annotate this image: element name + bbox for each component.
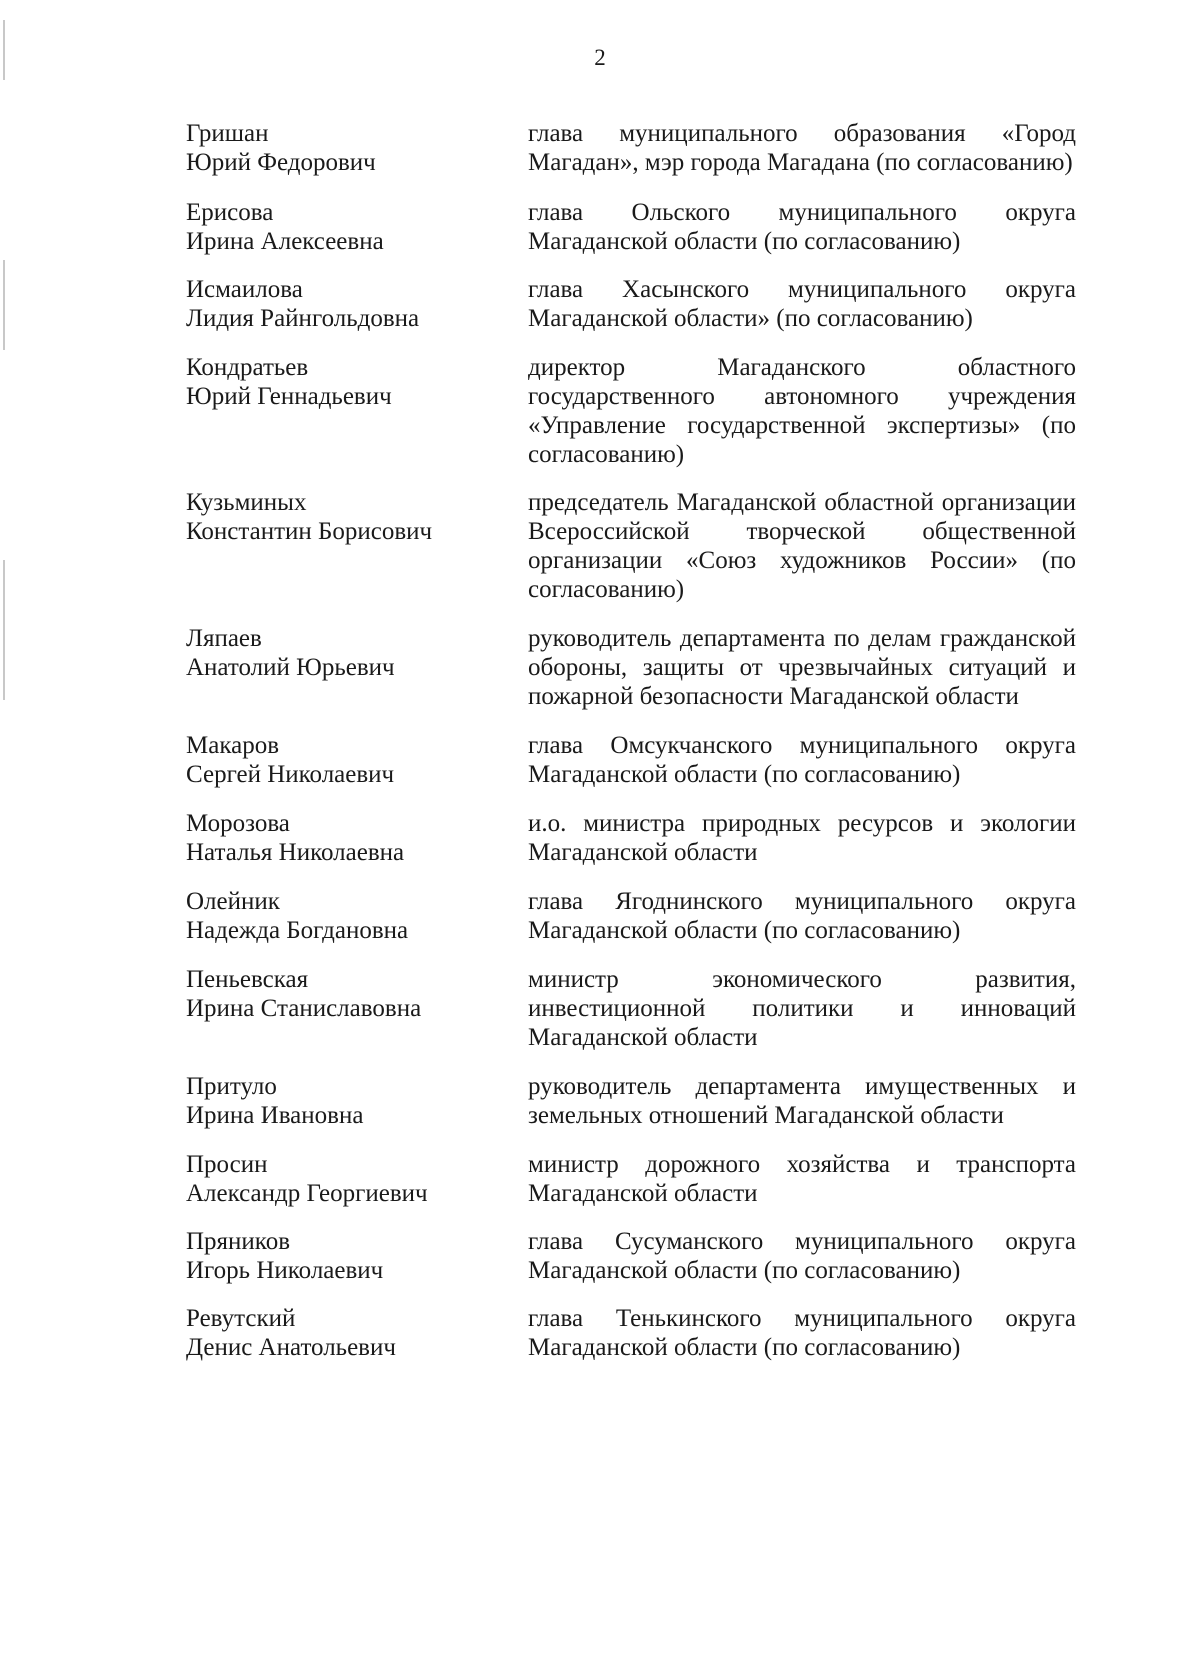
member-position: руководитель департамента по делам гражданской обороны, защиты от чрезвычайных ситуаций и пожарной безопасности Магаданской области [528,625,1076,710]
member-name [186,275,528,333]
member-position: глава Ягоднинского муниципального округа Магаданской области (по согласованию) [528,888,1076,944]
member-name [186,809,528,867]
member-surname: Морозова [186,810,290,837]
member-given-names: Юрий Геннадьевич [186,383,392,410]
member-position: председатель Магаданской областной организации Всероссийской творческой общественной организации «Союз художников России» (по согласованию) [528,489,1076,603]
member-entry [186,198,1076,256]
member-surname: Ревутский [186,1305,296,1332]
member-name [186,119,528,177]
member-position: министр дорожного хозяйства и транспорта Магаданской области [528,1151,1076,1207]
member-entry [186,624,1076,711]
member-given-names: Александр Георгиевич [186,1180,428,1207]
member-entry [186,887,1076,945]
member-entry [186,119,1076,177]
member-name [186,488,528,604]
member-given-names: Наталья Николаевна [186,839,405,866]
member-given-names: Сергей Николаевич [186,761,395,788]
member-given-names: Ирина Станиславовна [186,995,422,1022]
member-name [186,1150,528,1208]
member-given-names: Игорь Николаевич [186,1257,384,1284]
member-surname: Притуло [186,1073,277,1100]
member-name [186,353,528,469]
member-position: директор Магаданского областного государственного автономного учреждения «Управление государственной экспертизы» (по согласованию) [528,354,1076,468]
member-given-names: Юрий Федорович [186,149,376,176]
member-name [186,1304,528,1362]
member-name [186,887,528,945]
member-given-names: Анатолий Юрьевич [186,654,395,681]
member-surname: Пеньевская [186,966,309,993]
scan-edge-mark [3,560,5,700]
member-entry [186,1304,1076,1362]
member-entry [186,965,1076,1052]
member-given-names: Денис Анатольевич [186,1334,396,1361]
member-name [186,624,528,711]
member-given-names: Лидия Райнгольдовна [186,305,420,332]
member-entry [186,1227,1076,1285]
member-entry [186,353,1076,469]
member-position: глава муниципального образования «Город Магадан», мэр города Магадана (по согласованию) [528,120,1076,176]
member-position: глава Сусуманского муниципального округа Магаданской области (по согласованию) [528,1228,1076,1284]
member-given-names: Ирина Ивановна [186,1102,364,1129]
member-position: глава Тенькинского муниципального округа Магаданской области (по согласованию) [528,1305,1076,1361]
member-position: министр экономического развития, инвестиционной политики и инноваций Магаданской области [528,966,1076,1051]
page-number: 2 [594,45,606,70]
member-surname: Гришан [186,120,269,147]
member-name [186,1072,528,1130]
member-given-names: Константин Борисович [186,518,433,545]
member-entry [186,488,1076,604]
member-entry [186,731,1076,789]
member-given-names: Ирина Алексеевна [186,228,384,255]
scan-edge-mark [3,260,5,350]
member-position: глава Хасынского муниципального округа Магаданской области» (по согласованию) [528,276,1076,332]
member-position: и.о. министра природных ресурсов и экологии Магаданской области [528,810,1076,866]
member-surname: Олейник [186,888,280,915]
member-surname: Кузьминых [186,489,307,516]
member-position: глава Омсукчанского муниципального округа Магаданской области (по согласованию) [528,732,1076,788]
member-name [186,1227,528,1285]
member-name [186,198,528,256]
member-given-names: Надежда Богдановна [186,917,409,944]
member-surname: Просин [186,1151,268,1178]
member-entry [186,275,1076,333]
member-position: руководитель департамента имущественных и земельных отношений Магаданской области [528,1073,1076,1129]
member-entry [186,1150,1076,1208]
member-surname: Макаров [186,732,279,759]
member-name [186,965,528,1052]
commission-member-list [186,119,1076,1362]
member-entry [186,1072,1076,1130]
member-surname: Исмаилова [186,276,303,303]
member-name [186,731,528,789]
member-position: глава Ольского муниципального округа Магаданской области (по согласованию) [528,199,1076,255]
member-surname: Ляпаев [186,625,262,652]
member-entry [186,809,1076,867]
member-surname: Ерисова [186,199,274,226]
member-surname: Пряников [186,1228,290,1255]
member-surname: Кондратьев [186,354,309,381]
